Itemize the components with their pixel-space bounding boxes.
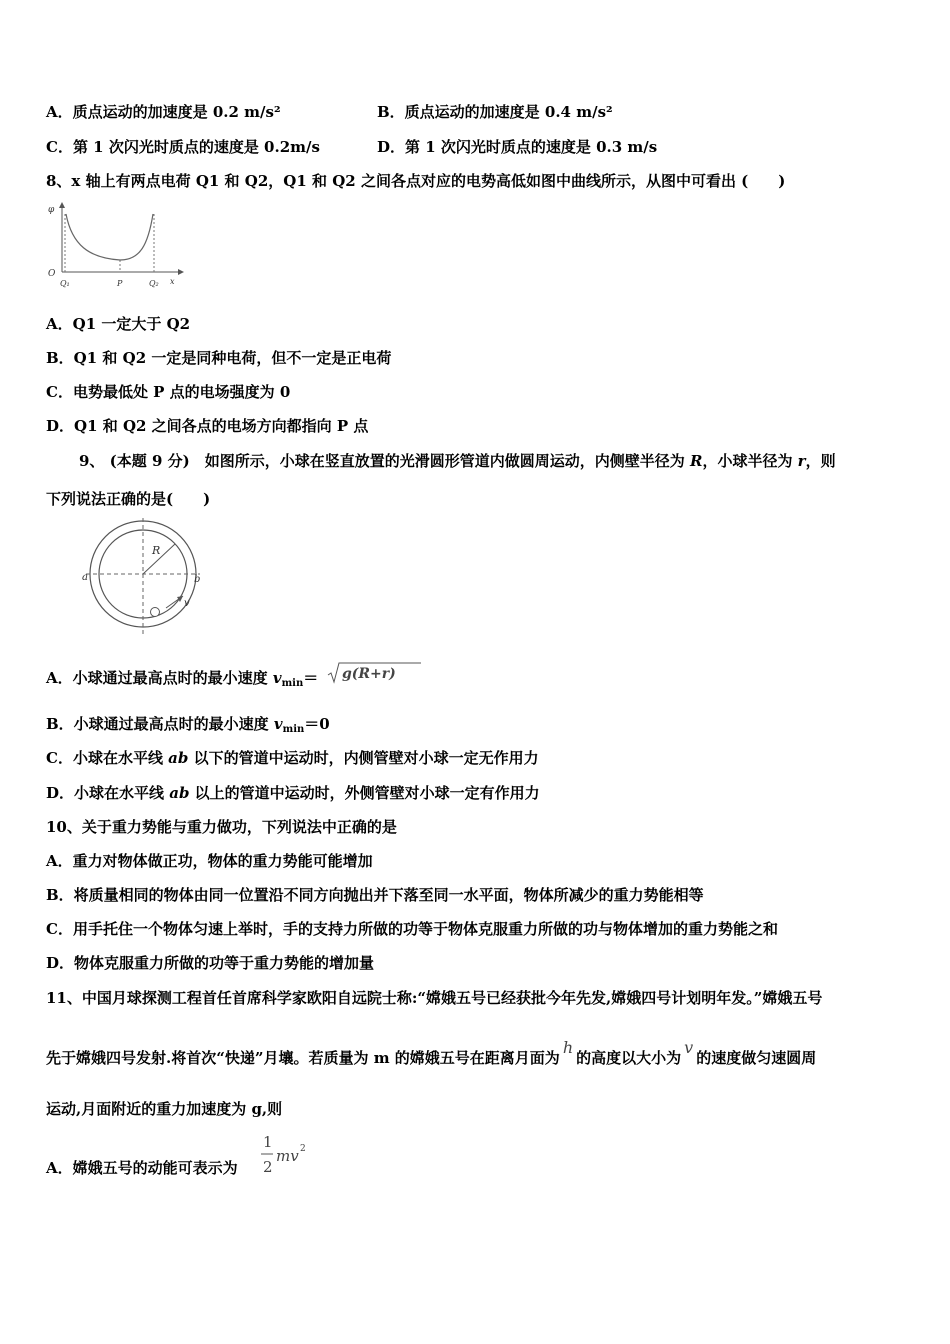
figure-v-label: v	[184, 598, 190, 609]
figure-a-label: a	[82, 572, 88, 583]
q8-option-b: B．Q1 和 Q2 一定是同种电荷，但不一定是正电荷	[46, 349, 392, 367]
q11-stem-line3: 运动,月面附近的重力加速度为 g,则	[46, 1100, 283, 1118]
figure-q1-label: Q₁	[60, 279, 70, 288]
q8-option-c: C．电势最低处 P 点的电场强度为 0	[46, 383, 291, 401]
q10-option-c: C．用手托住一个物体匀速上举时，手的支持力所做的功等于物体克服重力所做的功与物体增加的重力势能之和	[46, 920, 778, 938]
q10-option-a: A．重力对物体做正功，物体的重力势能可能增加	[46, 852, 373, 870]
q10-option-b: B．将质量相同的物体由同一位置沿不同方向抛出并下落至同一水平面，物体所减少的重力势能相等	[46, 886, 704, 904]
q9-option-a: A．小球通过最高点时的最小速度 $v_{min}=$ g(R+r)	[46, 667, 422, 694]
figure-phi-label: φ	[48, 205, 55, 215]
figure-x-label: x	[170, 277, 175, 286]
q11-stem-line2: 先于嫦娥四号发射.将首次“快递”月壤。若质量为 m 的嫦娥五号在距离月面为h的高度以大小为v的速度做匀速圆周	[46, 1038, 817, 1067]
q10-option-d: D．物体克服重力所做的功等于重力势能的增加量	[46, 954, 375, 972]
velocity-exponent: 2	[300, 1144, 306, 1154]
mass-velocity: mv	[276, 1147, 299, 1165]
kinetic-energy-formula	[259, 1131, 319, 1181]
q9-stem-line2: 下列说法正确的是( )	[46, 490, 211, 508]
figure-origin-label: O	[48, 269, 56, 279]
q8-stem: 8、x 轴上有两点电荷 Q1 和 Q2，Q1 和 Q2 之间各点对应的电势高低如图中曲线所示，从图中可看出 ( )	[46, 172, 786, 190]
q8-option-d: D．Q1 和 Q2 之间各点的电场方向都指向 P 点	[46, 417, 369, 435]
q8-potential-figure	[44, 200, 184, 290]
sqrt-content: g(R+r)	[341, 666, 396, 682]
figure-p-label: P	[117, 279, 123, 288]
q9-option-d: D．小球在水平线 ab 以上的管道中运动时，外侧管壁对小球一定有作用力	[46, 784, 540, 802]
fraction-numerator: 1	[263, 1133, 273, 1151]
q9-circular-tube-figure	[80, 518, 210, 638]
q7-option-c: C．第 1 次闪光时质点的速度是 0.2m/s	[46, 138, 320, 156]
sqrt-expression	[326, 661, 422, 685]
q7-option-a: A．质点运动的加速度是 0.2 m/s²	[46, 103, 281, 121]
fraction-denominator: 2	[263, 1158, 273, 1176]
q8-option-a: A．Q1 一定大于 Q2	[46, 315, 191, 333]
q7-option-d: D．第 1 次闪光时质点的速度是 0.3 m/s	[377, 138, 658, 156]
q11-stem-line1: 11、中国月球探测工程首任首席科学家欧阳自远院士称:“嫦娥五号已经获批今年先发,嫦娥四号计划明年发。”嫦娥五号	[46, 989, 823, 1007]
q9-option-c: C．小球在水平线 ab 以下的管道中运动时，内侧管壁对小球一定无作用力	[46, 749, 539, 767]
figure-b-label: b	[194, 574, 201, 585]
q10-stem: 10、关于重力势能与重力做功，下列说法中正确的是	[46, 818, 397, 836]
figure-R-label: R	[152, 544, 161, 557]
figure-q2-label: Q₂	[149, 279, 159, 288]
q9-stem-line1: 9、 (本题 9 分) 如图所示，小球在竖直放置的光滑圆形管道内做圆周运动，内侧壁半径为 R，小球半径为 r，则	[79, 452, 836, 470]
q9-option-b: B．小球通过最高点时的最小速度 $v_{min}=0$	[46, 715, 330, 735]
q7-option-b: B．质点运动的加速度是 0.4 m/s²	[377, 103, 613, 121]
q11-option-a: A．嫦娥五号的动能可表示为	[46, 1159, 238, 1177]
